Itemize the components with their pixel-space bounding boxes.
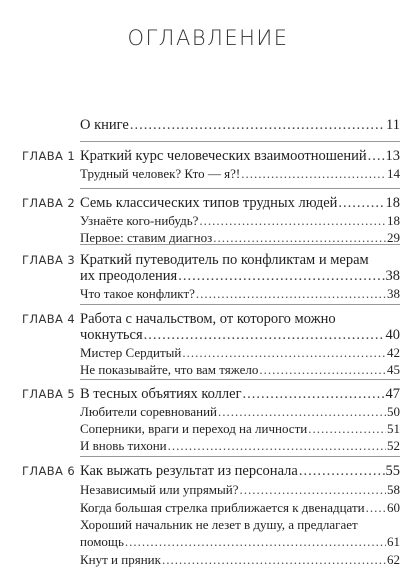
dot-leader [240, 481, 387, 498]
divider [80, 379, 400, 380]
toc-section-title: И вновь тихони [80, 438, 167, 453]
dot-leader [241, 165, 386, 182]
dot-leader [338, 195, 384, 212]
toc-page-number: 40 [385, 327, 400, 343]
page-title: ОГЛАВЛЕНИЕ [127, 26, 289, 50]
toc-section-title: Мистер Сердитый [80, 345, 182, 360]
toc-chapter-entry[interactable] [80, 386, 400, 403]
dot-leader [308, 420, 386, 437]
dot-leader [144, 327, 385, 344]
dot-leader [243, 386, 385, 403]
toc-section-title: Кнут и пряник [80, 552, 161, 567]
toc-section-entry[interactable] [80, 361, 400, 378]
toc-page-number: 18 [385, 195, 400, 211]
toc-section-title: помощь [80, 534, 124, 549]
toc-page-number: 29 [387, 230, 400, 245]
dot-leader [130, 117, 385, 134]
dot-leader [125, 533, 386, 550]
dot-leader [366, 499, 386, 516]
toc-chapter-entry[interactable] [80, 327, 400, 344]
toc-chapter-entry[interactable] [80, 195, 400, 212]
toc-page-number: 38 [387, 286, 400, 301]
toc-chapter-title: их преодоления [80, 268, 178, 284]
toc-chapter-title: В тесных объятиях коллег [80, 386, 242, 402]
divider [80, 304, 400, 305]
toc-section-title: Независимый или упрямый? [80, 482, 239, 497]
toc-chapter-title: Краткий курс человеческих взаимоотношений [80, 148, 367, 164]
toc-page-number: 18 [387, 213, 400, 228]
chapter-label: ГЛАВА 3 [22, 253, 76, 267]
toc-section-title-line[interactable]: Хороший начальник не лезет в душу, а предлагает [80, 517, 358, 532]
chapter-label: ГЛАВА 5 [22, 387, 76, 401]
toc-section-entry[interactable] [80, 437, 400, 454]
divider [80, 456, 400, 457]
divider [80, 188, 400, 189]
toc-section-entry[interactable] [80, 212, 400, 229]
toc-page-number: 51 [387, 421, 400, 436]
toc-chapter-title: Семь классических типов трудных людей [80, 195, 338, 211]
toc-entry-title: О книге [80, 117, 129, 133]
dot-leader [162, 551, 386, 568]
toc-section-entry[interactable] [80, 499, 400, 516]
toc-page-number: 13 [385, 148, 400, 164]
toc-page-number: 14 [387, 166, 400, 181]
chapter-label: ГЛАВА 6 [22, 464, 76, 478]
toc-section-entry[interactable] [80, 420, 400, 437]
chapter-label: ГЛАВА 2 [22, 196, 76, 210]
toc-chapter-title: Как выжать результат из персонала [80, 463, 298, 479]
toc-section-title: Соперники, враги и переход на личности [80, 421, 308, 436]
toc-page-number: 62 [387, 552, 400, 567]
chapter-label: ГЛАВА 1 [22, 149, 76, 163]
dot-leader [259, 361, 386, 378]
toc-page-number: 60 [387, 500, 400, 515]
toc-section-title: Когда большая стрелка приближается к двенадцати [80, 500, 365, 515]
dot-leader [196, 285, 386, 302]
toc-page-number: 11 [386, 117, 400, 133]
toc-chapter-entry[interactable] [80, 268, 400, 285]
toc-section-title: Что такое конфликт? [80, 286, 195, 301]
toc-section-entry[interactable] [80, 481, 400, 498]
toc-section-title: Любители соревнований [80, 404, 217, 419]
toc-section-title: Узнаёте кого-нибудь? [80, 213, 199, 228]
dot-leader [299, 463, 385, 480]
toc-chapter-title-line[interactable]: Краткий путеводитель по конфликтам и мерам [80, 252, 369, 268]
toc-page-number: 42 [387, 345, 400, 360]
toc-section-entry[interactable] [80, 533, 400, 550]
toc-chapter-entry[interactable] [80, 463, 400, 480]
divider [80, 141, 400, 142]
toc-section-entry[interactable] [80, 165, 400, 182]
toc-chapter-title: чокнуться [80, 327, 143, 343]
toc-section-entry[interactable] [80, 285, 400, 302]
toc-page-number: 50 [387, 404, 400, 419]
dot-leader [218, 403, 386, 420]
toc-page-number: 45 [387, 362, 400, 377]
divider [80, 244, 400, 245]
toc-entry-intro[interactable] [80, 117, 400, 134]
toc-section-title: Трудный человек? Кто — я?! [80, 166, 241, 181]
toc-section-entry[interactable] [80, 344, 400, 361]
toc-page-number: 58 [387, 482, 400, 497]
toc-page-number: 38 [385, 268, 400, 284]
toc-page-number: 52 [387, 438, 400, 453]
toc-chapter-entry[interactable] [80, 148, 400, 165]
toc-section-entry[interactable] [80, 403, 400, 420]
toc-chapter-title-line[interactable]: Работа с начальством, от которого можно [80, 311, 336, 327]
chapter-label: ГЛАВА 4 [22, 312, 76, 326]
toc-page-number: 47 [385, 386, 400, 402]
toc-section-title: Первое: ставим диагноз [80, 230, 213, 245]
dot-leader [182, 344, 386, 361]
dot-leader [199, 212, 386, 229]
toc-section-entry[interactable] [80, 551, 400, 568]
dot-leader [368, 148, 385, 165]
dot-leader [178, 268, 384, 285]
toc-section-title: Не показывайте, что вам тяжело [80, 362, 259, 377]
dot-leader [168, 437, 386, 454]
toc-page-number: 55 [385, 463, 400, 479]
toc-page-number: 61 [387, 534, 400, 549]
